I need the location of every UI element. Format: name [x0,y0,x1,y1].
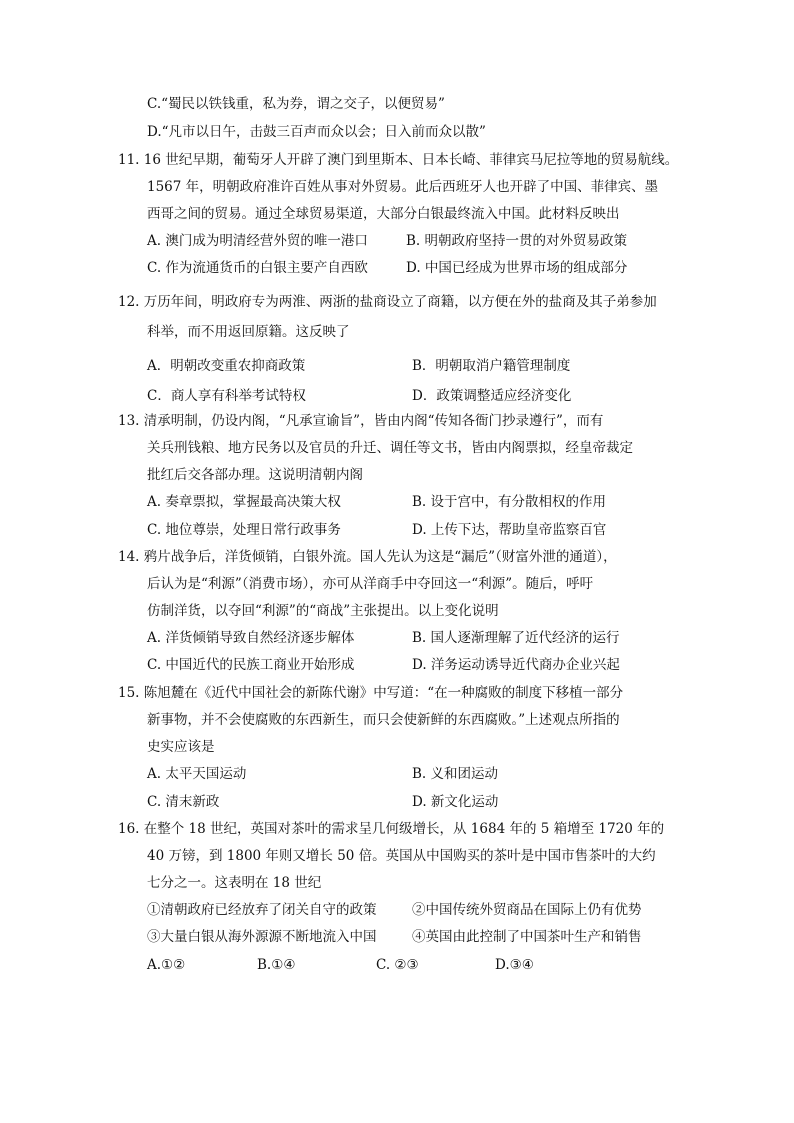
q14-option-b: B. 国人逐渐理解了近代经济的运行 [412,630,620,646]
q11-stem-line-1: 11. 16 世纪早期，葡萄牙人开辟了澳门到里斯本、日本长崎、菲律宾马尼拉等地的贸易航线。 [118,152,679,168]
q11-option-c: C. 作为流通货币的白银主要产自西欧 [147,260,368,276]
q16-option-a: A.①② [147,957,186,973]
q13-option-c: C. 地位尊崇，处理日常行政事务 [147,522,341,538]
q13-option-a: A. 奏章票拟，掌握最高决策大权 [147,494,341,510]
q15-option-d: D. 新文化运动 [412,794,499,810]
q16-option-d: D.③④ [495,957,534,973]
q13-stem-line-2: 关兵刑钱粮、地方民务以及官员的升迁、调任等文书，皆由内阁票拟，经皇帝裁定 [147,440,633,456]
q16-statement-1: ①清朝政府已经放弃了闭关自守的政策 [147,902,377,918]
q10-option-d: D.“凡市以日午，击鼓三百声而众以会；日入前而众以散” [147,124,486,140]
q13-stem-line-1: 13. 清承明制，仍设内阁，“凡承宣谕旨”，皆由内阁“传知各衙门抄录遵行”，而有 [118,413,604,429]
q14-stem-line-3: 仿制洋货，以夺回“利源”的“商战”主张提出。以上变化说明 [147,603,499,619]
q14-option-c: C. 中国近代的民族工商业开始形成 [147,657,355,673]
q12-option-a: A．明朝改变重农抑商政策 [147,358,306,374]
q15-stem-line-3: 史实应该是 [147,739,215,755]
q16-option-b: B.①④ [257,957,296,973]
q13-option-b: B. 设于宫中，有分散相权的作用 [412,494,607,510]
q16-option-c: C. ②③ [376,957,419,973]
q15-option-c: C. 清末新政 [147,794,220,810]
q14-stem-line-2: 后认为是“利源”（消费市场），亦可从洋商手中夺回这一“利源”。随后，呼吁 [147,576,594,592]
q11-stem-line-2: 1567 年，明朝政府准许百姓从事对外贸易。此后西班牙人也开辟了中国、菲律宾、墨 [147,179,659,195]
q12-option-c: C．商人享有科举考试特权 [147,388,306,404]
q11-option-a: A. 澳门成为明清经营外贸的唯一港口 [147,233,368,249]
q16-statement-4: ④英国由此控制了中国茶叶生产和销售 [412,929,642,945]
q16-stem-line-2: 40 万镑，到 1800 年则又增长 50 倍。英国从中国购买的茶叶是中国市售茶叶的大约 [147,848,656,864]
q16-stem-line-3: 七分之一。这表明在 18 世纪 [147,875,322,891]
q12-option-b: B．明朝取消户籍管理制度 [412,358,571,374]
q16-statement-2: ②中国传统外贸商品在国际上仍有优势 [412,902,642,918]
q11-option-b: B. 明朝政府坚持一贯的对外贸易政策 [406,233,628,249]
q15-stem-line-1: 15. 陈旭麓在《近代中国社会的新陈代谢》中写道：“在一种腐败的制度下移植一部分 [118,685,624,701]
q15-stem-line-2: 新事物，并不会使腐败的东西新生，而只会使新鲜的东西腐败。”上述观点所指的 [147,712,620,728]
q16-stem-line-1: 16. 在整个 18 世纪，英国对茶叶的需求呈几何级增长，从 1684 年的 5 箱增至 1720 年的 [118,821,665,837]
q14-stem-line-1: 14. 鸦片战争后，洋货倾销，白银外流。国人先认为这是“漏卮”（财富外泄的通道）， [118,549,617,565]
q12-stem-line-2: 科举，而不用返回原籍。这反映了 [147,324,350,340]
q13-stem-line-3: 批红后交各部办理。这说明清朝内阁 [147,467,363,483]
q16-statement-3: ③大量白银从海外源源不断地流入中国 [147,929,377,945]
q11-stem-line-3: 西哥之间的贸易。通过全球贸易渠道，大部分白银最终流入中国。此材料反映出 [147,206,620,222]
q13-option-d: D. 上传下达，帮助皇帝监察百官 [412,522,607,538]
q15-option-a: A. 太平天国运动 [147,766,247,782]
q14-option-d: D. 洋务运动诱导近代商办企业兴起 [412,657,620,673]
q12-option-d: D．政策调整适应经济变化 [412,388,572,404]
q11-option-d: D. 中国已经成为世界市场的组成部分 [406,260,628,276]
q10-option-c: C.“蜀民以铁钱重，私为券，谓之交子，以便贸易” [147,96,445,112]
q12-stem-line-1: 12. 万历年间，明政府专为两淮、两浙的盐商设立了商籍，以方便在外的盐商及其子弟参加 [118,294,657,310]
q14-option-a: A. 洋货倾销导致自然经济逐步解体 [147,630,355,646]
q15-option-b: B. 义和团运动 [412,766,499,782]
